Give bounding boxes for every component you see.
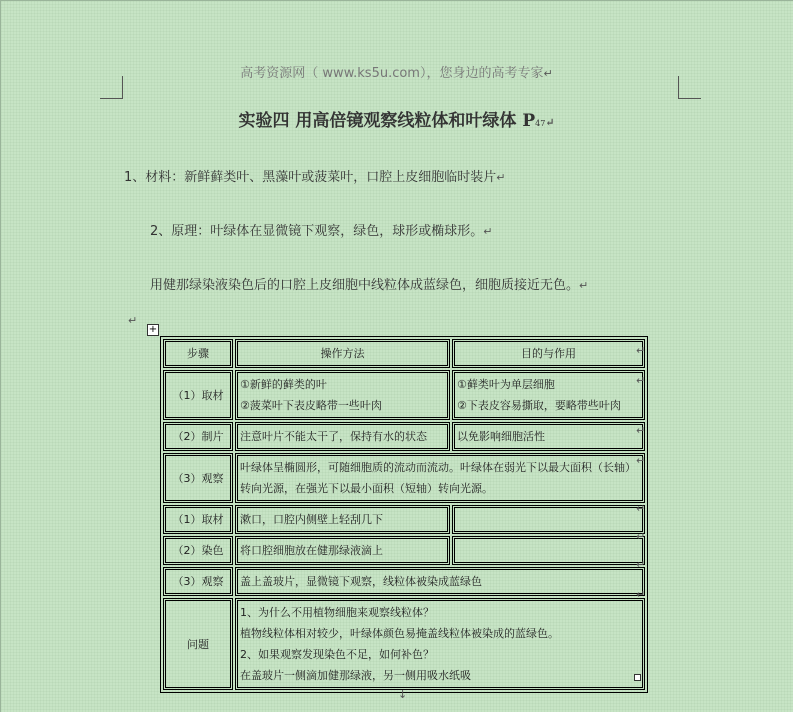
row-end-mark: ↵	[636, 588, 646, 601]
experiment-table	[160, 336, 648, 693]
page-header: 高考资源网（ www.ks5u.com），您身边的高考专家↵	[240, 66, 553, 81]
row-end-mark: ↵	[636, 502, 646, 515]
table-row	[163, 370, 645, 420]
purpose-cell	[452, 536, 645, 565]
row-end-mark: ↵	[636, 424, 646, 437]
row-end-mark: ↵	[636, 344, 646, 357]
table-row	[163, 567, 645, 596]
document-end-mark: ↓	[398, 688, 408, 701]
questions-cell: 1、为什么不用植物细胞来观察线粒体？ 植物线粒体相对较少，叶绿体颜色易掩盖线粒体被染成的蓝绿色。 2、如果观察发现染色不足，如何补色？ 在盖玻片一侧滴加健那绿液，另一侧用吸水纸吸	[235, 598, 645, 690]
paragraph-mark: ↵	[128, 314, 138, 327]
step-cell: （1）取材	[163, 505, 233, 534]
step-cell: （1）取材	[163, 370, 233, 420]
header-method: 操作方法	[235, 339, 450, 368]
method-cell: 注意叶片不能太干了，保持有水的状态	[235, 422, 450, 451]
step-cell: （3）观察	[163, 453, 233, 503]
paragraph-principle: 2、原理：叶绿体在显微镜下观察，绿色，球形或椭球形。↵	[150, 224, 493, 239]
row-end-mark: ↵	[636, 530, 646, 543]
table-row	[163, 422, 645, 451]
row-end-mark: ↵	[636, 558, 646, 571]
paragraph-materials: 1、材料：新鲜藓类叶、黑藻叶或菠菜叶，口腔上皮细胞临时装片↵	[124, 170, 506, 185]
step-cell: （2）制片	[163, 422, 233, 451]
purpose-cell: ①藓类叶为单层细胞 ②下表皮容易撕取，要略带些叶肉	[452, 370, 645, 420]
header-purpose: 目的与作用	[452, 339, 645, 368]
purpose-cell	[452, 505, 645, 534]
header-step: 步骤	[163, 339, 233, 368]
step-cell: （3）观察	[163, 567, 233, 596]
paragraph-staining: 用健那绿染液染色后的口腔上皮细胞中线粒体成蓝绿色，细胞质接近无色。↵	[150, 278, 589, 293]
page-edge-top	[0, 0, 793, 1]
table-row	[163, 536, 645, 565]
row-end-mark: ↵	[636, 374, 646, 387]
table-move-handle-icon[interactable]: +	[148, 324, 158, 335]
step-cell: （2）染色	[163, 536, 233, 565]
document-title: 实验四 用高倍镜观察线粒体和叶绿体 P47↵	[238, 111, 555, 131]
table-resize-handle[interactable]	[634, 674, 641, 681]
purpose-cell: 以免影响细胞活性	[452, 422, 645, 451]
method-cell: 漱口，口腔内侧壁上轻刮几下	[235, 505, 450, 534]
merged-cell: 盖上盖玻片，显微镜下观察，线粒体被染成蓝绿色	[235, 567, 645, 596]
table-row	[163, 598, 645, 690]
merged-cell: 叶绿体呈椭圆形，可随细胞质的流动而流动。叶绿体在弱光下以最大面积（长轴）转向光源，在强光下以最小面积（短轴）转向光源。	[235, 453, 645, 503]
table-row	[163, 505, 645, 534]
row-end-mark: ↵	[636, 454, 646, 467]
table-header-row	[163, 339, 645, 368]
method-cell: ①新鲜的藓类的叶 ②菠菜叶下表皮略带一些叶肉	[235, 370, 450, 420]
table-row	[163, 453, 645, 503]
method-cell: 将口腔细胞放在健那绿液滴上	[235, 536, 450, 565]
step-cell: 问题	[163, 598, 233, 690]
